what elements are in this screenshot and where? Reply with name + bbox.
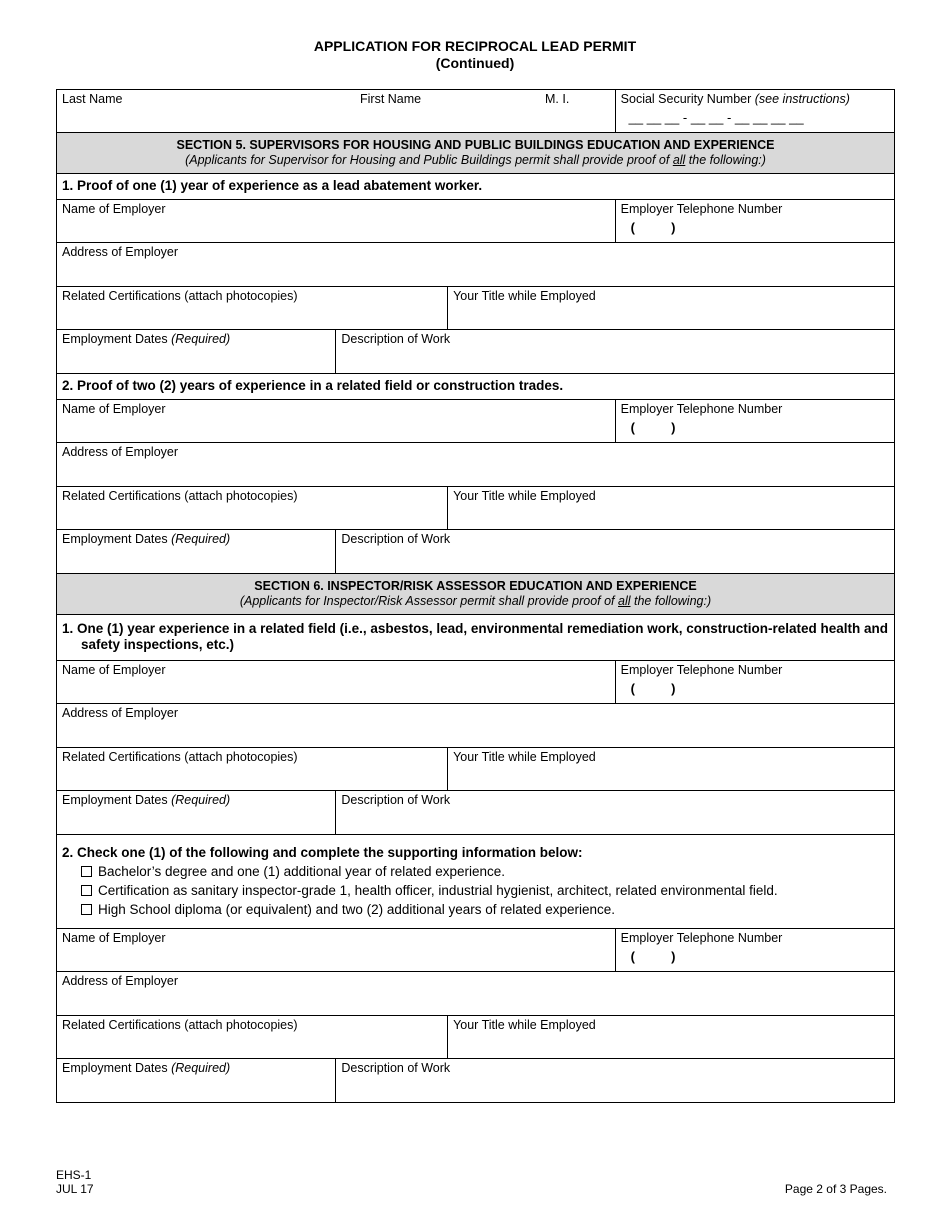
section-6-item-2-question: 2. Check one (1) of the following and complete the supporting information below: (62, 845, 583, 860)
certifications-field[interactable] (57, 748, 447, 790)
certifications-field[interactable] (57, 1016, 447, 1058)
title-employed-field[interactable] (447, 487, 894, 529)
employment-dates-field[interactable] (57, 791, 335, 834)
employer-address-field[interactable] (57, 243, 894, 286)
cert-title-row (57, 1016, 894, 1059)
employer-name-field[interactable] (57, 661, 615, 703)
employer-phone-field[interactable] (615, 200, 894, 242)
employment-dates-label: Employment Dates (Required) (62, 332, 231, 346)
section-6-heading: SECTION 6. INSPECTOR/RISK ASSESSOR EDUCATION AND EXPERIENCE (254, 579, 697, 593)
applicant-row (57, 90, 894, 133)
ssn-label: Social Security Number (see instructions) (620, 92, 850, 106)
title-employed-label: Your Title while Employed (453, 750, 596, 764)
checkbox[interactable] (81, 866, 92, 877)
form-date: JUL 17 (56, 1182, 94, 1196)
employment-dates-label: Employment Dates (Required) (62, 532, 231, 546)
section-5-item-1: 1. Proof of one (1) year of experience as a lead abatement worker. (57, 174, 894, 200)
employment-dates-label: Employment Dates (Required) (62, 1061, 231, 1075)
section-5-header (57, 133, 894, 174)
application-form (56, 89, 895, 1103)
certifications-label: Related Certifications (attach photocopies) (62, 489, 298, 503)
description-label: Description of Work (341, 532, 451, 546)
address-row (57, 243, 894, 287)
employer-phone-field[interactable] (615, 929, 894, 971)
address-row (57, 704, 894, 748)
option-certification[interactable] (81, 881, 889, 900)
section-5-note: (Applicants for Supervisor for Housing and Public Buildings permit shall provide proof of all the following:) (185, 153, 766, 167)
option-high-school[interactable] (81, 900, 889, 919)
last-name-field[interactable] (62, 92, 122, 106)
employment-dates-label: Employment Dates (Required) (62, 793, 231, 807)
title-employed-label: Your Title while Employed (453, 1018, 596, 1032)
employer-row (57, 929, 894, 972)
option-bachelors[interactable] (81, 862, 889, 881)
section-6-item-1: 1. One (1) year experience in a related field (i.e., asbestos, lead, environmental remediation work, construction-related health and safety inspections, etc.) (57, 615, 894, 661)
employer-address-label: Address of Employer (62, 245, 179, 259)
employment-dates-field[interactable] (57, 330, 335, 373)
checkbox[interactable] (81, 885, 92, 896)
certifications-field[interactable] (57, 287, 447, 329)
certifications-field[interactable] (57, 487, 447, 529)
employer-row (57, 400, 894, 443)
form-title-block (0, 38, 950, 72)
employment-dates-field[interactable] (57, 530, 335, 573)
employer-name-field[interactable] (57, 929, 615, 971)
description-label: Description of Work (341, 332, 451, 346)
first-name-field[interactable] (360, 92, 421, 106)
address-row (57, 443, 894, 487)
certifications-label: Related Certifications (attach photocopies) (62, 1018, 298, 1032)
title-employed-label: Your Title while Employed (453, 489, 596, 503)
cert-title-row (57, 748, 894, 791)
description-label: Description of Work (341, 793, 451, 807)
page-title: APPLICATION FOR RECIPROCAL LEAD PERMIT (313, 38, 637, 54)
checkbox[interactable] (81, 904, 92, 915)
page-number: Page 2 of 3 Pages. (784, 1182, 887, 1196)
description-field[interactable] (335, 791, 894, 834)
employer-name-label: Name of Employer (62, 402, 166, 416)
employer-address-field[interactable] (57, 972, 894, 1015)
ssn-blanks: __ __ __ - __ __ - __ __ __ __ (628, 110, 804, 125)
employer-name-field[interactable] (57, 200, 615, 242)
phone-parens: ( ) (630, 681, 676, 696)
certifications-label: Related Certifications (attach photocopies) (62, 289, 298, 303)
employer-phone-label: Employer Telephone Number (620, 202, 783, 216)
employer-phone-field[interactable] (615, 400, 894, 442)
phone-parens: ( ) (630, 220, 676, 235)
description-label: Description of Work (341, 1061, 451, 1075)
employer-row (57, 200, 894, 243)
description-field[interactable] (335, 330, 894, 373)
employer-address-field[interactable] (57, 443, 894, 486)
title-employed-field[interactable] (447, 1016, 894, 1058)
section-6-item-2 (57, 835, 894, 929)
phone-parens: ( ) (630, 420, 676, 435)
cert-title-row (57, 487, 894, 530)
employer-address-label: Address of Employer (62, 974, 179, 988)
middle-initial-field[interactable] (545, 92, 569, 106)
option-label: Certification as sanitary inspector-grade 1, health officer, industrial hygienist, architect, related environmental field. (98, 883, 778, 898)
form-id-block (56, 1168, 94, 1196)
dates-description-row (57, 330, 894, 374)
employer-phone-label: Employer Telephone Number (620, 663, 783, 677)
section-5-item-2: 2. Proof of two (2) years of experience in a related field or construction trades. (57, 374, 894, 400)
employer-name-label: Name of Employer (62, 663, 166, 677)
title-employed-label: Your Title while Employed (453, 289, 596, 303)
employer-address-field[interactable] (57, 704, 894, 747)
employment-dates-field[interactable] (57, 1059, 335, 1102)
description-field[interactable] (335, 1059, 894, 1102)
mi-label: M. I. (545, 92, 570, 106)
phone-parens: ( ) (630, 949, 676, 964)
employer-name-field[interactable] (57, 400, 615, 442)
dates-description-row (57, 791, 894, 835)
employer-name-label: Name of Employer (62, 931, 166, 945)
dates-description-row (57, 530, 894, 574)
address-row (57, 972, 894, 1016)
option-label: Bachelor’s degree and one (1) additional year of related experience. (98, 864, 506, 879)
option-label: High School diploma (or equivalent) and two (2) additional years of related experience. (98, 902, 616, 917)
last-name-label: Last Name (62, 92, 123, 106)
certifications-label: Related Certifications (attach photocopies) (62, 750, 298, 764)
cert-title-row (57, 287, 894, 330)
first-name-label: First Name (360, 92, 422, 106)
form-id: EHS-1 (56, 1168, 92, 1182)
dates-description-row (57, 1059, 894, 1102)
employer-row (57, 661, 894, 704)
section-5-heading: SECTION 5. SUPERVISORS FOR HOUSING AND PUBLIC BUILDINGS EDUCATION AND EXPERIENCE (176, 138, 775, 152)
applicant-name-cell (57, 90, 615, 132)
description-field[interactable] (335, 530, 894, 573)
title-employed-field[interactable] (447, 748, 894, 790)
title-employed-field[interactable] (447, 287, 894, 329)
section-6-header (57, 574, 894, 615)
employer-address-label: Address of Employer (62, 706, 179, 720)
employer-address-label: Address of Employer (62, 445, 179, 459)
section-6-note: (Applicants for Inspector/Risk Assessor permit shall provide proof of all the following:) (239, 594, 712, 608)
employer-phone-label: Employer Telephone Number (620, 402, 783, 416)
employer-name-label: Name of Employer (62, 202, 166, 216)
ssn-field[interactable] (615, 90, 894, 132)
employer-phone-field[interactable] (615, 661, 894, 703)
page-subtitle: (Continued) (435, 55, 515, 71)
employer-phone-label: Employer Telephone Number (620, 931, 783, 945)
